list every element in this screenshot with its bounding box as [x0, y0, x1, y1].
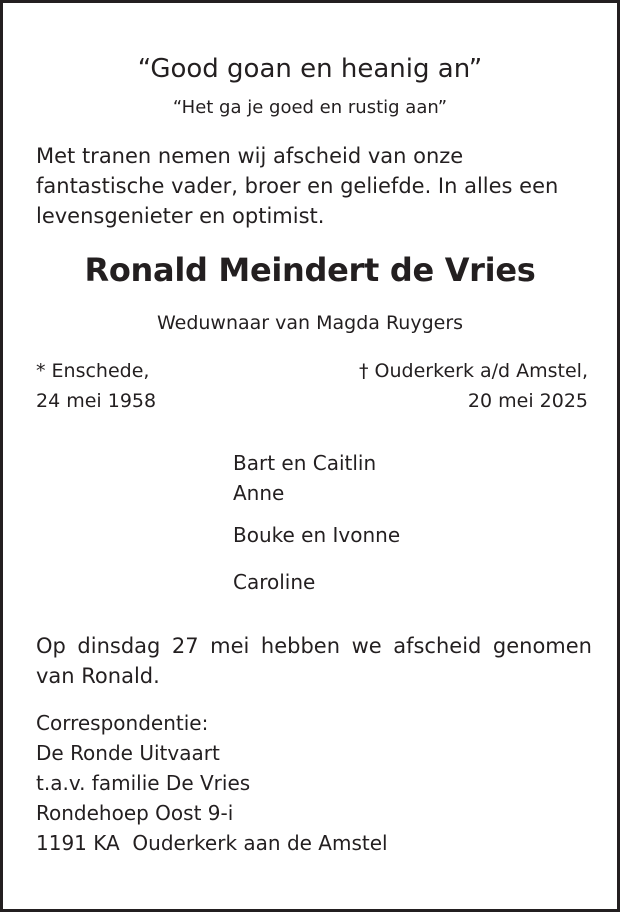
deceased-name: Ronald Meindert de Vries: [84, 251, 536, 289]
family-member: Caroline: [233, 570, 316, 594]
address-line: Rondehoep Oost 9-i: [36, 801, 234, 825]
death-place: † Ouderkerk a/d Amstel,: [359, 360, 588, 382]
address-line: 1191 KA Ouderkerk aan de Amstel: [36, 831, 388, 855]
closing-text: [36, 631, 592, 691]
family-member: Anne: [233, 481, 285, 505]
birth-date: 24 mei 1958: [36, 390, 157, 412]
closing-line-2: van Ronald.: [36, 664, 160, 688]
correspondence-heading: Correspondentie:: [36, 711, 209, 735]
motto-translation: “Het ga je goed en rustig aan”: [172, 97, 448, 118]
family-member: Bart en Caitlin: [233, 451, 377, 475]
motto: “Good goan en heanig an”: [137, 54, 483, 84]
family-member: Bouke en Ivonne: [233, 523, 401, 547]
intro-text: Met tranen nemen wij afscheid van onze fantastische vader, broer en geliefde. In alles een levensgenieter en optimist.: [36, 144, 559, 228]
birth-place: * Enschede,: [36, 360, 150, 382]
correspondence-address: [36, 708, 388, 858]
closing-line-1: Op dinsdag 27 mei hebben we afscheid genomen: [36, 634, 592, 658]
address-line: t.a.v. familie De Vries: [36, 771, 251, 795]
address-line: De Ronde Uitvaart: [36, 741, 220, 765]
death-info: [359, 356, 588, 416]
death-date: 20 mei 2025: [467, 390, 588, 412]
spouse-line: Weduwnaar van Magda Ruygers: [156, 312, 464, 334]
birth-info: [36, 356, 156, 416]
family-group-1: [233, 448, 376, 508]
